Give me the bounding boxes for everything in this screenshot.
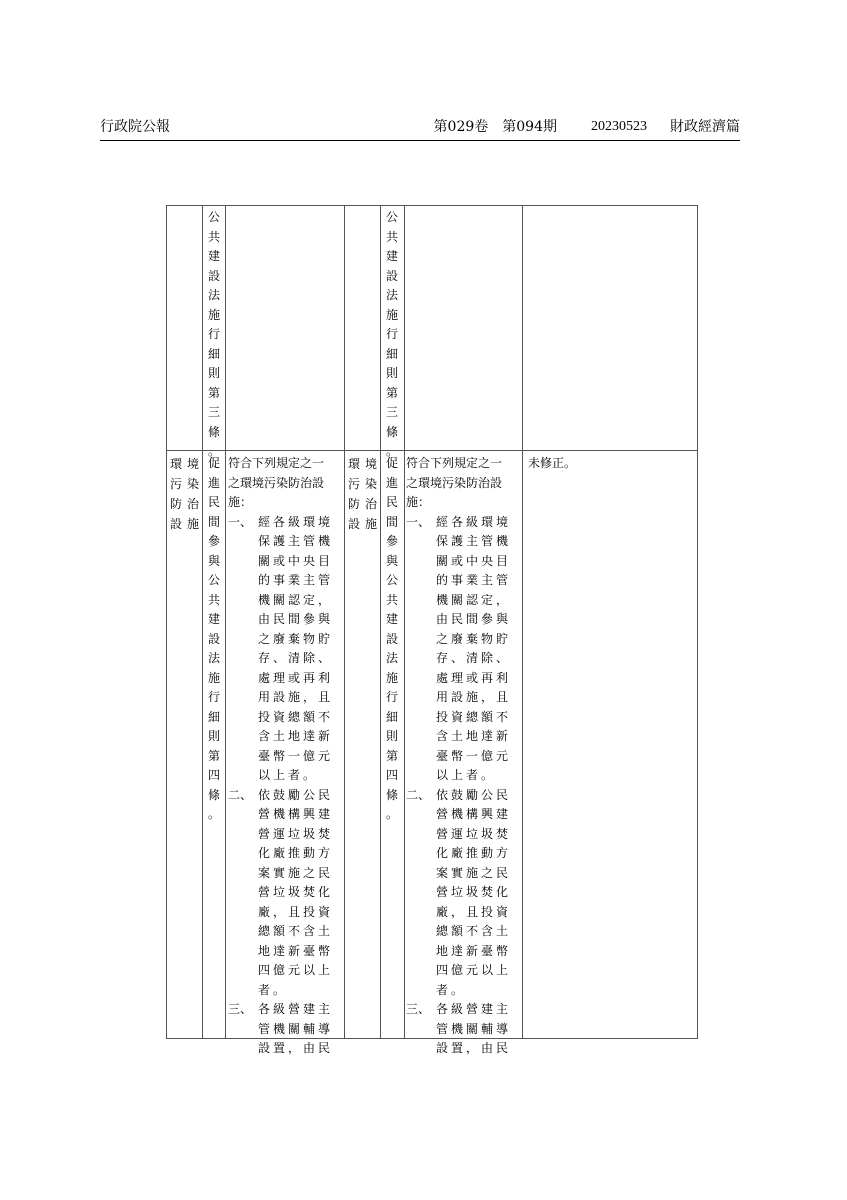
amended-citation <box>204 454 224 825</box>
citation-char: 條 <box>207 787 220 802</box>
item-text-line: 以上者。 <box>436 768 497 782</box>
item-text-line: 存、清除、 <box>258 651 334 665</box>
citation-char: 細 <box>385 709 398 724</box>
citation-char: 條 <box>207 424 220 439</box>
citation-char: 公 <box>385 573 398 587</box>
topic-line: 環境 <box>348 457 383 471</box>
item-text-line: 地達新臺幣 <box>258 943 334 958</box>
item-text-line: 總額不含土 <box>436 924 512 938</box>
item-text-line: 經各級環境 <box>436 514 512 529</box>
citation-char: 建 <box>207 249 220 263</box>
column-divider <box>202 205 203 1039</box>
item-text-line: 的事業主管 <box>258 573 334 587</box>
item-text-line: 機關認定， <box>258 592 334 607</box>
citation-char: 法 <box>207 288 220 302</box>
column-divider <box>344 205 345 1039</box>
citation-char: 間 <box>385 514 398 529</box>
citation-char: 第 <box>385 748 398 763</box>
item-text-line: 各級營建主 <box>436 1002 512 1016</box>
topic-line: 防治 <box>170 497 205 511</box>
item-number: 三、 <box>228 1002 253 1016</box>
citation-char: 四 <box>207 768 220 782</box>
item-text-line: 營垃圾焚化 <box>258 885 334 899</box>
item-text-line: 營運垃圾焚 <box>436 826 512 841</box>
citation-char: 。 <box>385 807 398 821</box>
provision-item <box>406 1000 522 1059</box>
section-name: 財政經濟篇 <box>670 119 740 135</box>
item-text-line: 各級營建主 <box>258 1002 334 1016</box>
item-text-line: 地達新臺幣 <box>436 943 512 958</box>
item-text-line: 保護主管機 <box>258 534 334 548</box>
provision-lead-line: 施： <box>406 495 431 509</box>
explanation-note: 未修正。 <box>528 456 577 470</box>
citation-char: 建 <box>385 612 398 626</box>
citation-char: 法 <box>207 651 220 665</box>
provision-item <box>406 513 522 786</box>
citation-char: 進 <box>207 475 220 490</box>
topic-line: 設施 <box>348 517 383 531</box>
page-header <box>100 118 740 141</box>
citation-char: 共 <box>385 229 398 244</box>
item-text-line: 存、清除、 <box>436 651 512 665</box>
provision-lead-line: 施： <box>228 495 253 509</box>
item-text-line: 管機關輔導 <box>436 1021 512 1036</box>
provision-item <box>228 786 344 1001</box>
citation-char: 施 <box>385 307 398 322</box>
item-text-line: 化廠推動方 <box>436 846 512 860</box>
issue-number: 第029卷 第094期 <box>433 119 557 135</box>
item-text-line: 用設施，且 <box>436 690 512 704</box>
citation-char: 行 <box>207 690 220 704</box>
provision-item <box>228 1000 344 1059</box>
provision-lead <box>406 454 522 513</box>
item-text-line: 四億元以上 <box>258 963 334 977</box>
citation-char: 第 <box>385 385 398 400</box>
item-text-line: 營運垃圾焚 <box>258 826 334 841</box>
table-border-left <box>166 205 167 1039</box>
citation-char: 參 <box>385 534 398 548</box>
citation-char: 細 <box>207 346 220 361</box>
item-text-line: 設置，由民 <box>258 1041 334 1055</box>
amended-provision <box>228 454 344 1059</box>
citation-char: 法 <box>385 651 398 665</box>
citation-char: 條 <box>385 787 398 802</box>
citation-char: 。 <box>207 807 220 821</box>
item-text-line: 者。 <box>436 982 467 997</box>
citation-char: 公 <box>207 210 220 224</box>
citation-char: 行 <box>385 690 398 704</box>
citation-char: 施 <box>207 307 220 322</box>
column-divider <box>522 205 523 1039</box>
citation-char: 。 <box>385 444 398 458</box>
item-number: 二、 <box>228 787 253 802</box>
item-text <box>436 1000 522 1059</box>
citation-char: 設 <box>385 268 398 283</box>
provision-lead-line: 之環境污染防治設 <box>228 475 325 490</box>
item-text-line: 臺幣一億元 <box>258 748 334 763</box>
citation-char: 參 <box>207 534 220 548</box>
citation-char: 細 <box>207 709 220 724</box>
citation-char: 三 <box>207 405 220 419</box>
item-text-line: 關或中央目 <box>258 553 334 568</box>
current-citation <box>382 208 402 462</box>
citation-char: 施 <box>207 670 220 685</box>
citation-char: 與 <box>385 553 398 568</box>
citation-char: 則 <box>385 729 398 743</box>
provision-lead-line: 之環境污染防治設 <box>406 475 503 490</box>
citation-char: 公 <box>385 210 398 224</box>
item-text-line: 依鼓勵公民 <box>436 787 512 802</box>
item-text-line: 營垃圾焚化 <box>436 885 512 899</box>
provision-lead <box>228 454 344 513</box>
column-divider <box>380 205 381 1039</box>
publication-title: 行政院公報 <box>100 119 170 135</box>
provision-item <box>406 786 522 1001</box>
item-text-line: 臺幣一億元 <box>436 748 512 763</box>
citation-char: 設 <box>207 631 220 646</box>
item-text-line: 保護主管機 <box>436 534 512 548</box>
citation-char: 則 <box>207 366 220 380</box>
citation-char: 公 <box>207 573 220 587</box>
citation-char: 四 <box>385 768 398 782</box>
table-border-top <box>166 205 698 206</box>
amended-citation <box>204 208 224 462</box>
item-text-line: 廠，且投資 <box>436 904 512 919</box>
topic-line: 污染 <box>348 477 383 491</box>
citation-char: 促 <box>385 456 398 470</box>
item-text-line: 以上者。 <box>258 768 319 782</box>
item-text-line: 機關認定， <box>436 592 512 607</box>
item-text-line: 由民間參與 <box>436 612 512 626</box>
item-text-line: 含土地達新 <box>258 729 334 743</box>
item-text-line: 化廠推動方 <box>258 846 334 860</box>
topic-line: 污染 <box>170 477 205 491</box>
item-number: 一、 <box>228 514 253 529</box>
item-text-line: 處理或再利 <box>436 670 512 685</box>
amended-topic <box>170 454 204 534</box>
citation-char: 民 <box>385 495 398 509</box>
citation-char: 間 <box>207 514 220 529</box>
item-text-line: 的事業主管 <box>436 573 512 587</box>
item-text-line: 管機關輔導 <box>258 1021 334 1036</box>
item-text-line: 營機構興建 <box>258 807 334 821</box>
citation-char: 三 <box>385 405 398 419</box>
citation-char: 條 <box>385 424 398 439</box>
item-text <box>258 786 344 1001</box>
table-row-divider <box>166 450 698 451</box>
citation-char: 共 <box>207 229 220 244</box>
item-text-line: 四億元以上 <box>436 963 512 977</box>
current-topic <box>348 454 382 534</box>
provision-lead-line: 符合下列規定之一 <box>228 456 325 470</box>
item-text-line: 用設施，且 <box>258 690 334 704</box>
citation-char: 共 <box>385 592 398 607</box>
item-text-line: 之廢棄物貯 <box>258 631 334 646</box>
item-text-line: 廠，且投資 <box>258 904 334 919</box>
item-number: 一、 <box>406 514 431 529</box>
item-text-line: 投資總額不 <box>436 709 512 724</box>
item-text-line: 案實施之民 <box>436 865 512 880</box>
item-number: 三、 <box>406 1002 431 1016</box>
item-text-line: 設置，由民 <box>436 1041 512 1055</box>
item-text-line: 依鼓勵公民 <box>258 787 334 802</box>
citation-char: 進 <box>385 475 398 490</box>
citation-char: 施 <box>385 670 398 685</box>
citation-char: 促 <box>207 456 220 470</box>
item-text-line: 案實施之民 <box>258 865 334 880</box>
item-text-line: 投資總額不 <box>258 709 334 724</box>
citation-char: 建 <box>385 249 398 263</box>
citation-char: 設 <box>385 631 398 646</box>
item-text <box>258 1000 344 1059</box>
topic-line: 環境 <box>170 457 205 471</box>
item-text-line: 含土地達新 <box>436 729 512 743</box>
citation-char: 第 <box>207 385 220 400</box>
item-text <box>436 513 522 786</box>
item-text-line: 營機構興建 <box>436 807 512 821</box>
item-text-line: 處理或再利 <box>258 670 334 685</box>
provision-item <box>228 513 344 786</box>
citation-char: 法 <box>385 288 398 302</box>
citation-char: 則 <box>385 366 398 380</box>
column-divider <box>225 205 226 1039</box>
item-text-line: 之廢棄物貯 <box>436 631 512 646</box>
item-text <box>436 786 522 1001</box>
provision-lead-line: 符合下列規定之一 <box>406 456 503 470</box>
comparison-table <box>166 205 698 1055</box>
citation-char: 。 <box>207 444 220 458</box>
topic-line: 設施 <box>170 517 205 531</box>
citation-char: 民 <box>207 495 220 509</box>
item-text-line: 總額不含土 <box>258 924 334 938</box>
column-divider <box>404 205 405 1039</box>
citation-char: 行 <box>207 327 220 341</box>
current-provision <box>406 454 522 1059</box>
citation-char: 細 <box>385 346 398 361</box>
item-text-line: 關或中央目 <box>436 553 512 568</box>
publication-date: 20230523 <box>591 119 647 134</box>
citation-char: 則 <box>207 729 220 743</box>
item-text <box>258 513 344 786</box>
current-citation <box>382 454 402 825</box>
item-text-line: 經各級環境 <box>258 514 334 529</box>
citation-char: 第 <box>207 748 220 763</box>
table-border-right <box>697 205 698 1039</box>
citation-char: 共 <box>207 592 220 607</box>
topic-line: 防治 <box>348 497 383 511</box>
item-text-line: 由民間參與 <box>258 612 334 626</box>
citation-char: 建 <box>207 612 220 626</box>
citation-char: 行 <box>385 327 398 341</box>
citation-char: 與 <box>207 553 220 568</box>
item-number: 二、 <box>406 787 431 802</box>
citation-char: 設 <box>207 268 220 283</box>
item-text-line: 者。 <box>258 982 289 997</box>
